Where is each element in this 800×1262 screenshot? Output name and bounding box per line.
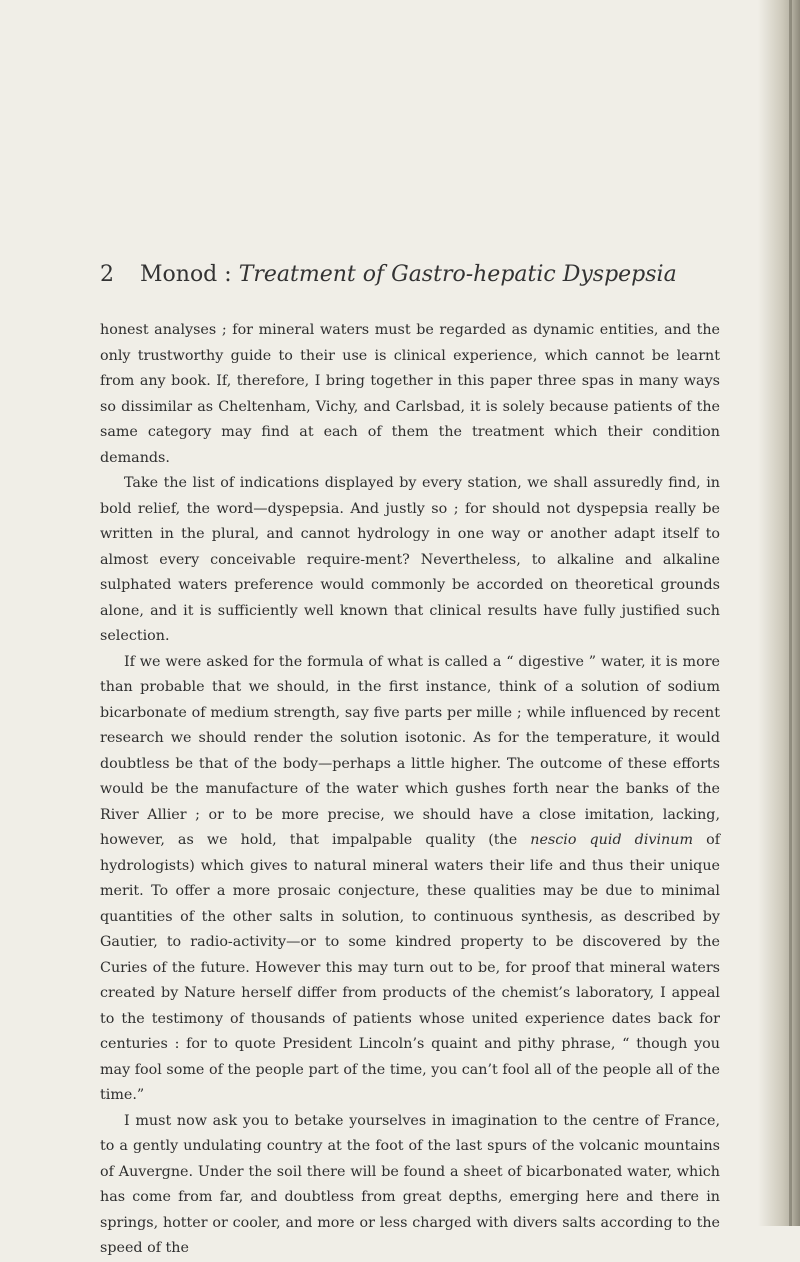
- text-run: of hydrologists) which gives to natural mineral waters their life and thus their unique merit. To offer a more prosaic conjecture, these qualities may be due to minimal quantities of the other salts in solution, to continuous synthesis, as described by Gautier, to radio-activity—or to some kindred property to be discovered by the Curies of the future. However this may turn out to be, for proof that mineral waters created by Nature herself differ from products of the chemist’s laboratory, I appeal to the testimony of thousands of patients whose united experience dates back for centuries : for to quote President Lincoln’s quaint and pithy phrase, “ though you may fool some of the people part of the time, you can’t fool all of the people all of the time.”: [100, 832, 720, 1103]
- text-run: If we were asked for the formula of what is called a “ digestive ” water, it is more than probable that we should, in the first instance, think of a solution of sodium bicarbonate of medium strength, say five parts per mille ; while influenced by recent research we should render the solution isotonic. As for the temperature, it would doubtless be that of the body—perhaps a little higher. The outcome of these efforts would be the manufacture of the water which gushes forth near the banks of the River Allier ; or to be more precise, we should have a close imitation, lacking, however, as we hold, that impalpable quality (the: [100, 653, 720, 848]
- text-run: I must now ask you to betake yourselves in imagination to the centre of France, to a gently undulating country at the foot of the last spurs of the volcanic mountains of Auvergne. Under the soil there will be found a sheet of bicarbonated water, which has come from far, and doubtless from great depths, emerging here and there in springs, hotter or cooler, and more or less charged with divers salts according to the speed of the: [100, 1112, 720, 1256]
- page-edge-line: [789, 0, 792, 1226]
- page-edge-shadow: [758, 0, 800, 1226]
- paragraph: [100, 471, 720, 650]
- book-title: Treatment of Gastro-hepatic Dyspepsia: [238, 262, 677, 287]
- paragraph: [100, 1109, 720, 1262]
- header-separator: :: [217, 262, 239, 287]
- page-number: 2: [100, 262, 114, 287]
- author-name: Monod: [140, 262, 218, 287]
- text-run: honest analyses ; for mineral waters must be regarded as dynamic entities, and the only trustworthy guide to their use is clinical experience, which cannot be learnt from any book. If, therefore, I bring together in this paper three spas in many ways so dissimilar as Cheltenham, Vichy, and Carlsbad, it is solely because patients of the same category may find at each of them the treatment which their condition demands.: [100, 322, 720, 466]
- body-text: [100, 318, 720, 1262]
- running-header: [100, 262, 720, 302]
- running-title: [140, 262, 677, 287]
- paragraph: [100, 318, 720, 471]
- italic-phrase: nescio quid divinum: [530, 832, 694, 848]
- text-run: Take the list of indications displayed by every station, we shall assuredly find, in bold relief, the word—dyspepsia. And justly so ; for should not dyspepsia really be written in the plural, and cannot hydrology in one way or another adapt itself to almost every conceivable require-ment? Nevertheless, to alkaline and alkaline sulphated waters preference would commonly be accorded on theoretical grounds alone, and it is sufficiently well known that clinical results have fully justified such selection.: [100, 475, 720, 644]
- paragraph: [100, 650, 720, 1109]
